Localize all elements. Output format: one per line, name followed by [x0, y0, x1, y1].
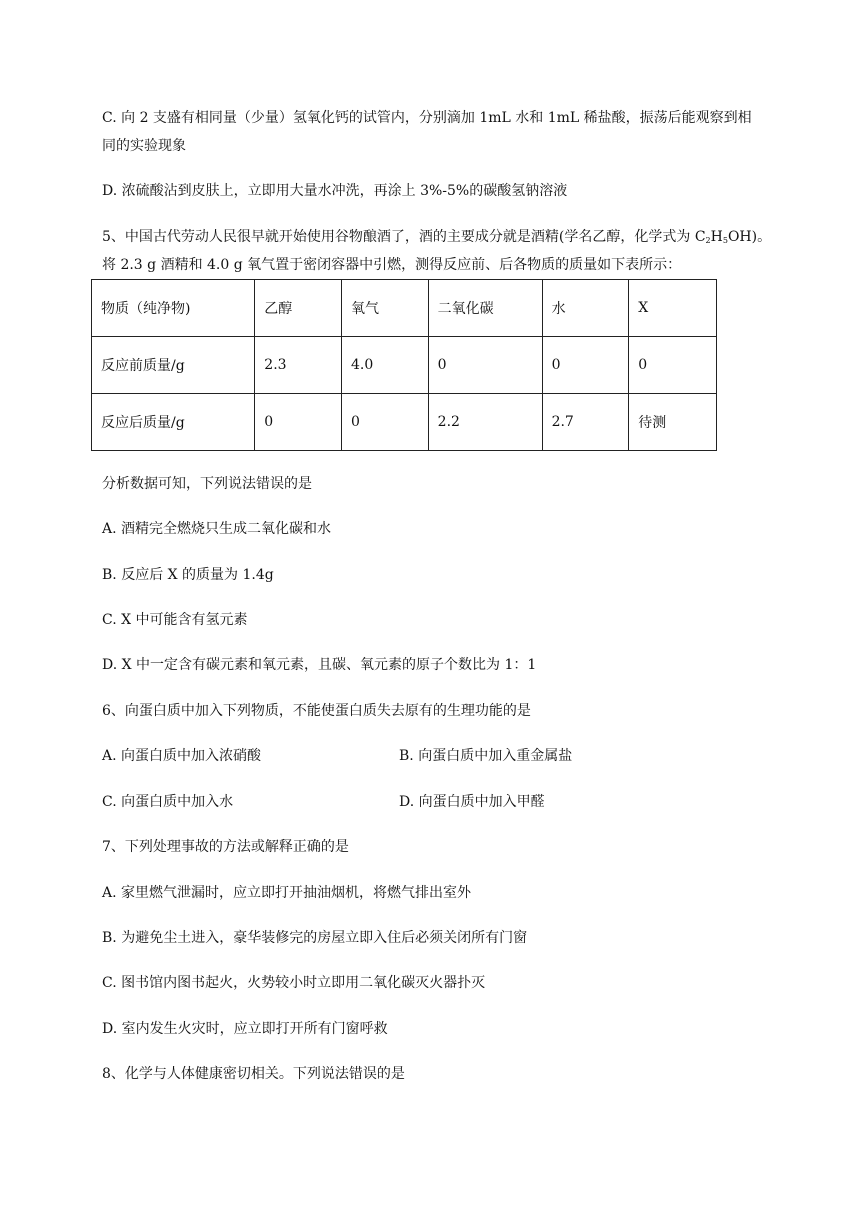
q7-stem: 7、下列处理事故的方法或解释正确的是 — [102, 839, 349, 855]
q5-option-b: B. 反应后 X 的质量为 1.4g — [102, 567, 274, 583]
table-row — [92, 337, 717, 394]
q4-option-c-line1: C. 向 2 支盛有相同量（少量）氢氧化钙的试管内，分别滴加 1mL 水和 1mL 稀盐酸，振荡后能观察到相 — [102, 110, 752, 126]
table-cell: 反应后质量/g — [92, 394, 255, 451]
table-cell: 4.0 — [341, 337, 428, 394]
table-cell: 待测 — [629, 394, 717, 451]
q8-stem: 8、化学与人体健康密切相关。下列说法错误的是 — [102, 1066, 405, 1082]
table-cell: 2.3 — [255, 337, 342, 394]
table-header-row — [92, 280, 717, 337]
q6-stem: 6、向蛋白质中加入下列物质，不能使蛋白质失去原有的生理功能的是 — [102, 703, 531, 719]
table-cell: 2.7 — [542, 394, 629, 451]
table-row — [92, 394, 717, 451]
q7-option-d: D. 室内发生火灾时，应立即打开所有门窗呼救 — [102, 1021, 388, 1037]
q7-option-b: B. 为避免尘土进入，豪华装修完的房屋立即入住后必须关闭所有门窗 — [102, 930, 528, 946]
table-cell: 反应前质量/g — [92, 337, 255, 394]
q6-option-c: C. 向蛋白质中加入水 — [102, 794, 234, 810]
q5-stem-line2: 将 2.3 g 酒精和 4.0 g 氧气置于密闭容器中引燃，测得反应前、后各物质的质量如下表所示： — [102, 257, 682, 273]
q5-question: 分析数据可知，下列说法错误的是 — [102, 476, 312, 492]
q7-option-c: C. 图书馆内图书起火，火势较小时立即用二氧化碳灭火器扑灭 — [102, 975, 486, 991]
q4-option-d: D. 浓硫酸沾到皮肤上，立即用大量水冲洗，再涂上 3%-5%的碳酸氢钠溶液 — [102, 183, 568, 199]
q5-stem-line1: 5、中国古代劳动人民很早就开始使用谷物酿酒了，酒的主要成分就是酒精(学名乙醇，化学式为 $C_2H_5OH$)。 — [102, 229, 772, 245]
q6-option-a: A. 向蛋白质中加入浓硝酸 — [102, 748, 262, 764]
table-header-cell: 二氧化碳 — [428, 280, 542, 337]
mass-data-table — [91, 279, 717, 451]
table-cell: 0 — [542, 337, 629, 394]
q6-option-d: D. 向蛋白质中加入甲醛 — [399, 794, 545, 810]
table-header-cell: 乙醇 — [255, 280, 342, 337]
table-cell: 0 — [255, 394, 342, 451]
q6-option-b: B. 向蛋白质中加入重金属盐 — [399, 748, 573, 764]
q7-option-a: A. 家里燃气泄漏时，应立即打开抽油烟机，将燃气排出室外 — [102, 885, 472, 901]
table-cell: 2.2 — [428, 394, 542, 451]
table-header-cell: 氧气 — [341, 280, 428, 337]
table-cell: 0 — [428, 337, 542, 394]
table-cell: 0 — [629, 337, 717, 394]
table-header-cell: 物质（纯净物) — [92, 280, 255, 337]
q5-option-c: C. X 中可能含有氢元素 — [102, 612, 248, 628]
table-header-cell: 水 — [542, 280, 629, 337]
q5-option-a: A. 酒精完全燃烧只生成二氧化碳和水 — [102, 521, 332, 537]
table-cell: 0 — [341, 394, 428, 451]
q4-option-c-line2: 同的实验现象 — [102, 138, 186, 154]
q5-option-d: D. X 中一定含有碳元素和氧元素，且碳、氧元素的原子个数比为 1：1 — [102, 657, 537, 673]
table-header-cell: X — [629, 280, 717, 337]
